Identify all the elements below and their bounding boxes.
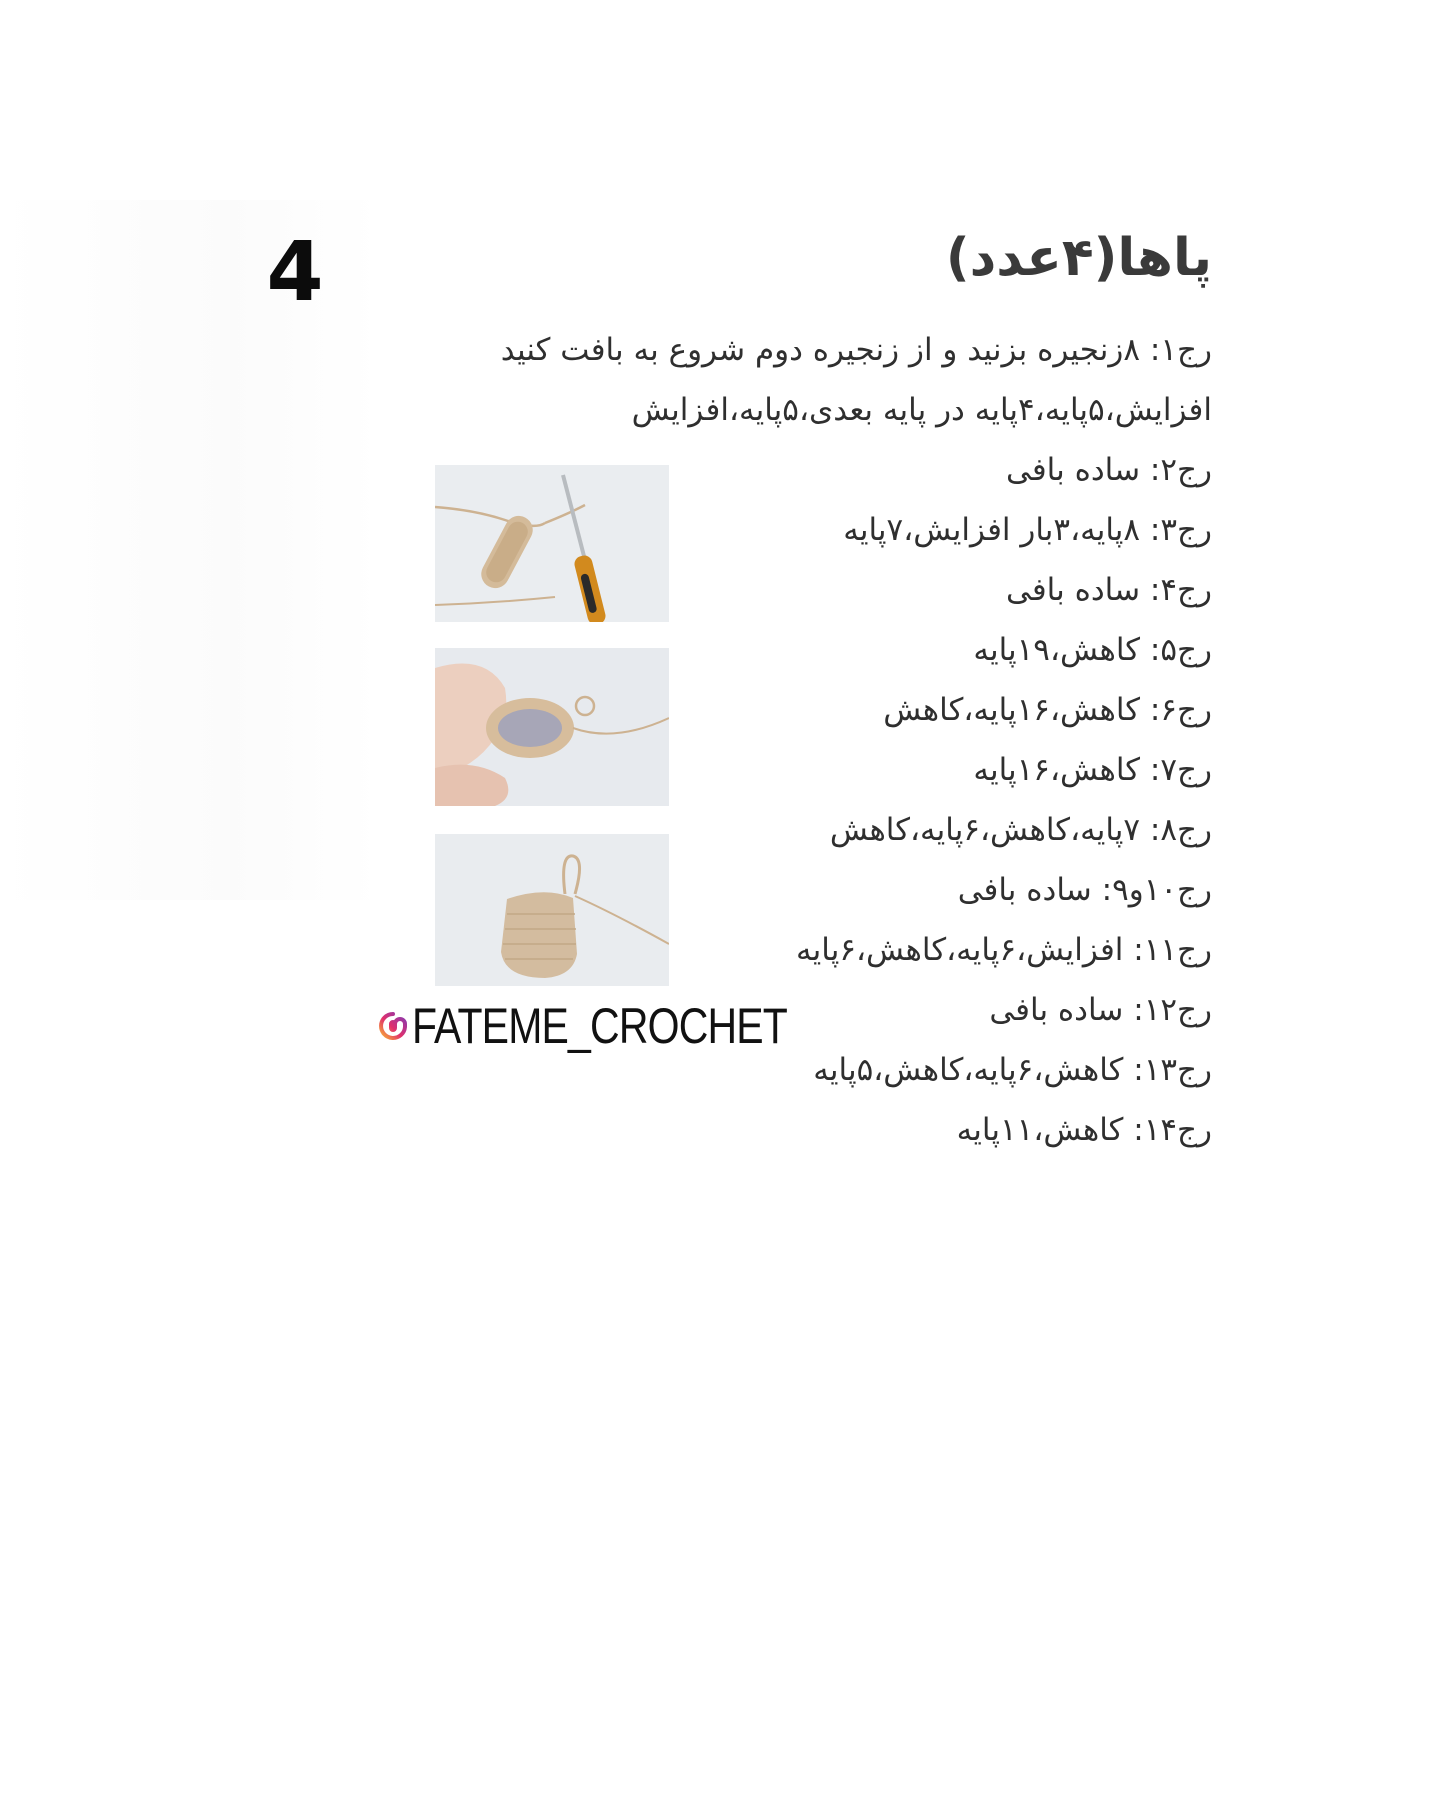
instruction-row: رج۸: ۷پایه،کاهش،۶پایه،کاهش xyxy=(829,812,1212,848)
instruction-row: رج۷: کاهش،۱۶پایه xyxy=(973,752,1212,788)
instagram-handle: FATEME_CROCHET xyxy=(412,998,788,1054)
instruction-row: رج۱۴: کاهش،۱۱پایه xyxy=(956,1112,1212,1148)
instruction-row: رج۱۰و۹: ساده بافی xyxy=(957,872,1212,908)
step-photo-sole xyxy=(435,648,669,806)
instruction-row: رج۱۲: ساده بافی xyxy=(989,992,1212,1028)
section-title: پاها(۴عدد) xyxy=(945,228,1212,288)
step-photo-leg xyxy=(435,834,669,986)
instruction-row: رج۵: کاهش،۱۹پایه xyxy=(973,632,1212,668)
instruction-row: رج۲: ساده بافی xyxy=(1006,452,1212,488)
step-photo-chain xyxy=(435,465,669,622)
instruction-row: رج۶: کاهش،۱۶پایه،کاهش xyxy=(883,692,1212,728)
instruction-row: رج۳: ۸پایه،۳بار افزایش،۷پایه xyxy=(843,512,1212,548)
instruction-row: رج۴: ساده بافی xyxy=(1006,572,1212,608)
threads-icon xyxy=(378,1011,408,1041)
instruction-row: افزایش،۵پایه،۴پایه در پایه بعدی،۵پایه،افزایش xyxy=(631,392,1212,428)
instruction-row: رج۱: ۸زنجیره بزنید و از زنجیره دوم شروع به بافت کنید xyxy=(500,332,1212,368)
instruction-row: رج۱۱: افزایش،۶پایه،کاهش،۶پایه xyxy=(796,932,1212,968)
instagram-watermark xyxy=(378,998,869,1054)
instruction-row: رج۱۳: کاهش،۶پایه،کاهش،۵پایه xyxy=(813,1052,1212,1088)
page-number: 4 xyxy=(266,224,324,320)
